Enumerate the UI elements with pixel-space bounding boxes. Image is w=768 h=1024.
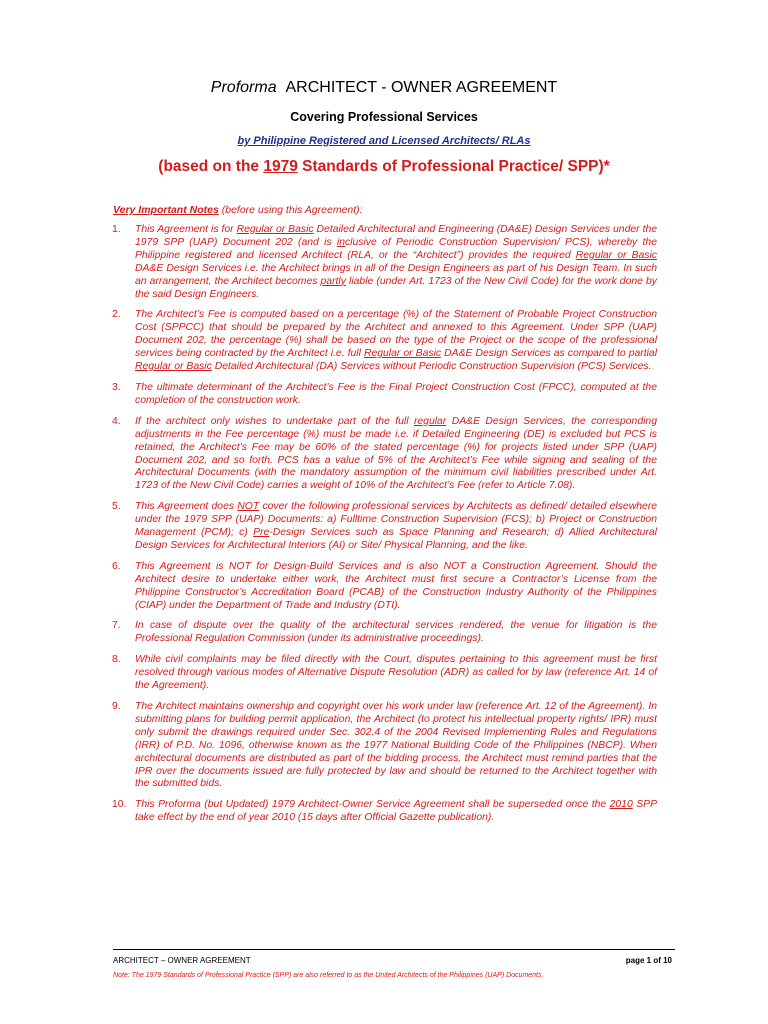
note-text: cover the following professional services by Architects as defined/ detailed elsewhere under the 1979 SPP (UAP) Documents: a) Fulltime Construction Supervision (FCS); b) Project or Construction Management (PCM); c) [135,501,658,539]
note-item [112,701,657,791]
basis-year: 1979 [263,158,298,175]
note-text: DA&E Design Services as compared to partial [441,348,657,360]
title-italic: Proforma [210,79,277,96]
note-number: 8. [112,654,121,666]
notes-heading-suffix: (before using this Agreement): [218,204,363,216]
note-underlined-text: Pre [253,527,270,539]
footer-note: Note: The 1979 Standards of Professional Practice (SPP) are also referred to as the United Architects of the Philippines (UAP) Documents. [113,972,544,979]
note-text: Detailed Architectural (DA) Services without Periodic Construction Supervision (PCS) Services. [211,361,652,373]
basis-prefix: (based on the [158,158,264,175]
note-text: The Architect maintains ownership and copyright over his work under law (reference Art. 12 of the Agreement). In submitting plans for building permit application, the Architect (to protect his intellectual property rights/ IPR) must only submit the drawings required under Sec. 302.4 of the 2004 Revised Implementing Rules and Regulations (IRR) of P.D. No. 1096, otherwise known as the 1977 National Building Code of the Philippines (NBCP). When architectural documents are distributed as part of the bidding process, the Architect must remind parties that the IPR over the documents issued are fully protected by law and should be returned to the Architect together with the submitted bids. [135,701,657,790]
note-underlined-text: Regular or Basic [363,348,442,360]
note-underlined-text: NOT [237,501,260,513]
note-number: 1. [112,224,121,235]
note-item [112,224,657,301]
page-subtitle: Covering Professional Services [290,110,478,124]
note-text: Detailed Architectural and Engineering (DA&E) Design Services under the 1979 SPP (UAP) Document 202 (and is [135,224,658,248]
footer-document-title: ARCHITECT – OWNER AGREEMENT [113,956,251,965]
note-underlined-text: Regular or Basic [135,361,212,373]
footer-page-number: page 1 of 10 [625,956,672,965]
note-number: 5. [112,501,121,513]
note-number: 6. [112,560,121,572]
page-title [0,79,768,97]
notes-list [112,224,657,833]
basis-suffix: Standards of Professional Practice/ SPP)* [297,158,610,175]
title-main: ARCHITECT - OWNER AGREEMENT [285,79,558,96]
note-item [112,654,657,693]
note-underlined-text: regular [413,415,447,427]
note-text: While civil complaints may be filed directly with the Court, disputes pertaining to this agreement must be first resolved through various modes of Alternative Dispute Resolution (ADR) as called for by law (reference Art. 14 of the Agreement). [135,654,657,692]
note-item [112,620,657,646]
note-text: If the architect only wishes to undertake part of the full [135,415,414,427]
note-item [112,416,657,493]
note-text: liable (under Art. 1723 of the New Civil Code) for the work done by the said Design Engineers. [135,275,657,300]
note-underlined-text: in [336,236,345,248]
standards-basis [0,158,768,176]
note-number: 3. [112,381,121,393]
note-number: 10. [112,799,127,811]
note-text: DA&E Design Services, the corresponding adjustments in the Fee percentage (%) must be made i.e. if Detailed Engineering (DE) is excluded but PCS is retained, the Architect’s Fee may be 60% of the stated percentage (%) for projects listed under SPP (UAP) Document 202, and so forth. PCS has a value of 5% of the Architect’s Fee while signing and sealing of the Architectural Documents (with the mandatory assumption of the minimum civil liabilities prescribed under Art. 1723 of the New Civil Code) carries a weight of 10% of the Architect’s Fee (refer to Article 7.08). [135,415,657,492]
note-item [112,799,657,825]
note-number: 9. [112,701,121,712]
note-item [112,382,657,408]
note-text: This Agreement does [135,501,238,513]
note-text: This Proforma (but Updated) 1979 Architect-Owner Service Agreement shall be superseded once the [135,799,610,811]
note-item [112,501,657,553]
note-underlined-text: Regular or Basic [236,224,314,235]
note-text: This Agreement is for [135,224,237,235]
note-text: In case of dispute over the quality of the architectural services rendered, the venue for litigation is the Professional Regulation Commission (under its administrative proceedings). [135,620,657,645]
byline: by Philippine Registered and Licensed Architects/ RLAs [237,135,531,147]
notes-heading [113,204,363,216]
note-text: clusive of Periodic Construction Supervision/ PCS), whereby the Philippine registered and licensed Architect (RLA, or the “Architect”) provides the required [135,236,657,261]
note-number: 2. [112,309,121,321]
note-number: 4. [112,415,121,427]
note-number: 7. [112,620,121,632]
note-text: SPP take effect by the end of year 2010 (15 days after Official Gazette publication). [135,799,657,824]
note-item [112,561,657,613]
note-text: This Agreement is NOT for Design-Build Services and is also NOT a Construction Agreement. Should the Architect desire to undertake either work, the Architect must first secure a Contractor’s License from the Philippine Constructor’s Accreditation Board (PCAB) of the Construction Industry Authority of the Philippines (CIAP) under the Department of Trade and Industry (DTI). [135,560,657,611]
note-underlined-text: Regular or Basic [575,249,657,261]
notes-heading-label: Very Important Notes [113,204,219,216]
note-text: The ultimate determinant of the Architect’s Fee is the Final Project Construction Cost (FPCC), computed at the completion of the construction work. [135,381,657,406]
note-underlined-text: 2010 [609,799,633,811]
note-underlined-text: partly [320,275,346,287]
note-text: -Design Services such as Space Planning and Research; d) Allied Architectural Design Services for Architectural Interiors (AI) or Site/ Physical Planning, and the like. [135,527,657,551]
note-text: DA&E Design Services i.e. the Architect brings in all of the Design Engineers as part of his Design Team. In such an arrangement, the Architect becomes [135,262,657,287]
note-item [112,309,657,374]
footer-rule [113,949,675,950]
note-text: The Architect’s Fee is computed based on a percentage (%) of the Statement of Probable Project Construction Cost (SPPCC) that should be prepared by the Architect and annexed to this Agreement. Under SPP (UAP) Document 202, the percentage (%) shall be based on the type of the Project or the scope of the professional services being contracted by the Architect i.e. full [135,309,657,360]
